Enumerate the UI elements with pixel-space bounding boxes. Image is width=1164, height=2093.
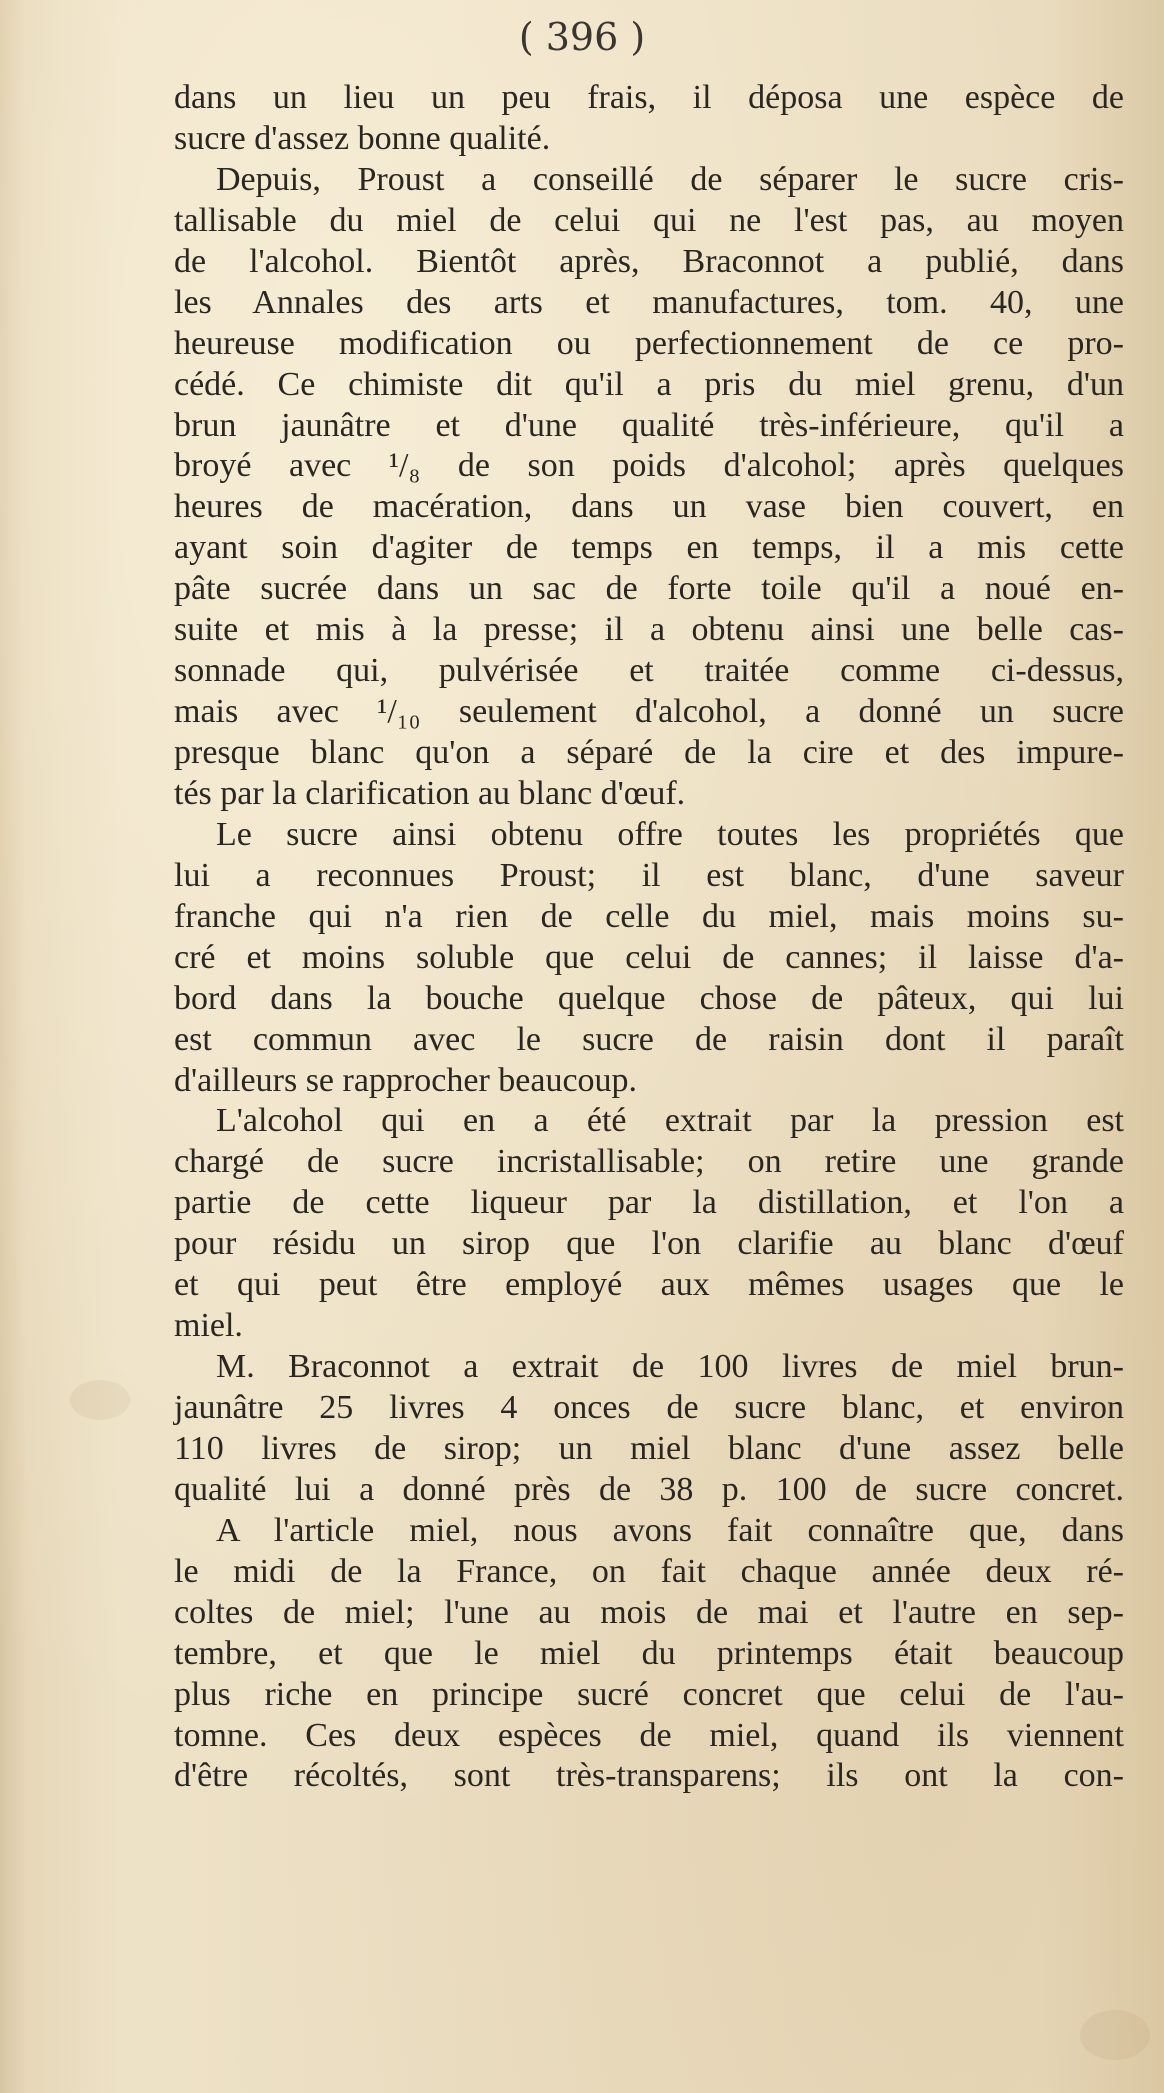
text-line: chargé de sucre incristallisable; on retire une grande — [174, 1143, 1124, 1181]
text-line: mais avec ¹/₁₀ seulement d'alcohol, a donné un sucre — [174, 693, 1124, 731]
text-line: d'être récoltés, sont très-transparens; ils ont la con- — [174, 1757, 1124, 1795]
text-line: heureuse modification ou perfectionnement de ce pro- — [174, 324, 1124, 362]
text-line: ayant soin d'agiter de temps en temps, il a mis cette — [174, 529, 1124, 567]
text-line: bord dans la bouche quelque chose de pâteux, qui lui — [174, 979, 1124, 1017]
text-line: Depuis, Proust a conseillé de séparer le sucre cris- — [216, 160, 1124, 198]
text-line: les Annales des arts et manufactures, tom. 40, une — [174, 283, 1124, 321]
text-line: presque blanc qu'on a séparé de la cire et des impure- — [174, 734, 1124, 771]
text-line: lui a reconnues Proust; il est blanc, d'une saveur — [174, 856, 1124, 894]
text-line: M. Braconnot a extrait de 100 livres de miel brun- — [216, 1348, 1124, 1386]
text-line: et qui peut être employé aux mêmes usages que le — [174, 1266, 1124, 1304]
text-line: le midi de la France, on fait chaque année deux ré- — [174, 1552, 1124, 1590]
text-line: tés par la clarification au blanc d'œuf. — [174, 774, 686, 812]
text-line: A l'article miel, nous avons fait connaître que, dans — [216, 1511, 1124, 1549]
text-line: de l'alcohol. Bientôt après, Braconnot a publié, dans — [174, 242, 1124, 280]
text-line: partie de cette liqueur par la distillation, et l'on a — [174, 1184, 1124, 1222]
body-text — [174, 78, 1124, 1797]
text-line: coltes de miel; l'une au mois de mai et l'autre en sep- — [174, 1593, 1124, 1631]
text-line: dans un lieu un peu frais, il déposa une espèce de — [174, 79, 1124, 116]
text-line: Le sucre ainsi obtenu offre toutes les propriétés que — [216, 815, 1124, 853]
paper-stain — [70, 1380, 130, 1420]
text-line: est commun avec le sucre de raisin dont il paraît — [174, 1020, 1124, 1058]
text-line: broyé avec ¹/₈ de son poids d'alcohol; après quelques — [174, 447, 1124, 485]
text-line: brun jaunâtre et d'une qualité très-inférieure, qu'il a — [174, 406, 1124, 444]
text-line: jaunâtre 25 livres 4 onces de sucre blanc, et environ — [174, 1389, 1124, 1426]
text-line: heures de macération, dans un vase bien couvert, en — [174, 488, 1124, 526]
text-line: cré et moins soluble que celui de cannes; il laisse d'a- — [174, 938, 1124, 976]
text-line: qualité lui a donné près de 38 p. 100 de sucre concret. — [174, 1470, 1124, 1508]
text-line: sucre d'assez bonne qualité. — [174, 119, 551, 157]
text-line: d'ailleurs se rapprocher beaucoup. — [174, 1061, 638, 1099]
text-line: cédé. Ce chimiste dit qu'il a pris du miel grenu, d'un — [174, 365, 1124, 403]
text-line: tomne. Ces deux espèces de miel, quand ils viennent — [174, 1716, 1124, 1754]
text-line: tembre, et que le miel du printemps était beaucoup — [174, 1634, 1124, 1672]
text-line: miel. — [174, 1307, 243, 1345]
paper-stain — [1080, 2010, 1150, 2060]
text-line: L'alcohol qui en a été extrait par la pression est — [216, 1102, 1124, 1140]
text-line: sonnade qui, pulvérisée et traitée comme ci-dessus, — [174, 652, 1124, 690]
text-line: plus riche en principe sucré concret que celui de l'au- — [174, 1675, 1124, 1713]
text-line: suite et mis à la presse; il a obtenu ainsi une belle cas- — [174, 611, 1124, 649]
text-line: tallisable du miel de celui qui ne l'est pas, au moyen — [174, 201, 1124, 239]
text-line: pour résidu un sirop que l'on clarifie au blanc d'œuf — [174, 1225, 1124, 1263]
page-number: ( 396 ) — [518, 15, 646, 59]
text-line: franche qui n'a rien de celle du miel, mais moins su- — [174, 897, 1124, 935]
text-line: pâte sucrée dans un sac de forte toile qu'il a noué en- — [174, 570, 1124, 608]
text-line: 110 livres de sirop; un miel blanc d'une assez belle — [174, 1429, 1124, 1467]
